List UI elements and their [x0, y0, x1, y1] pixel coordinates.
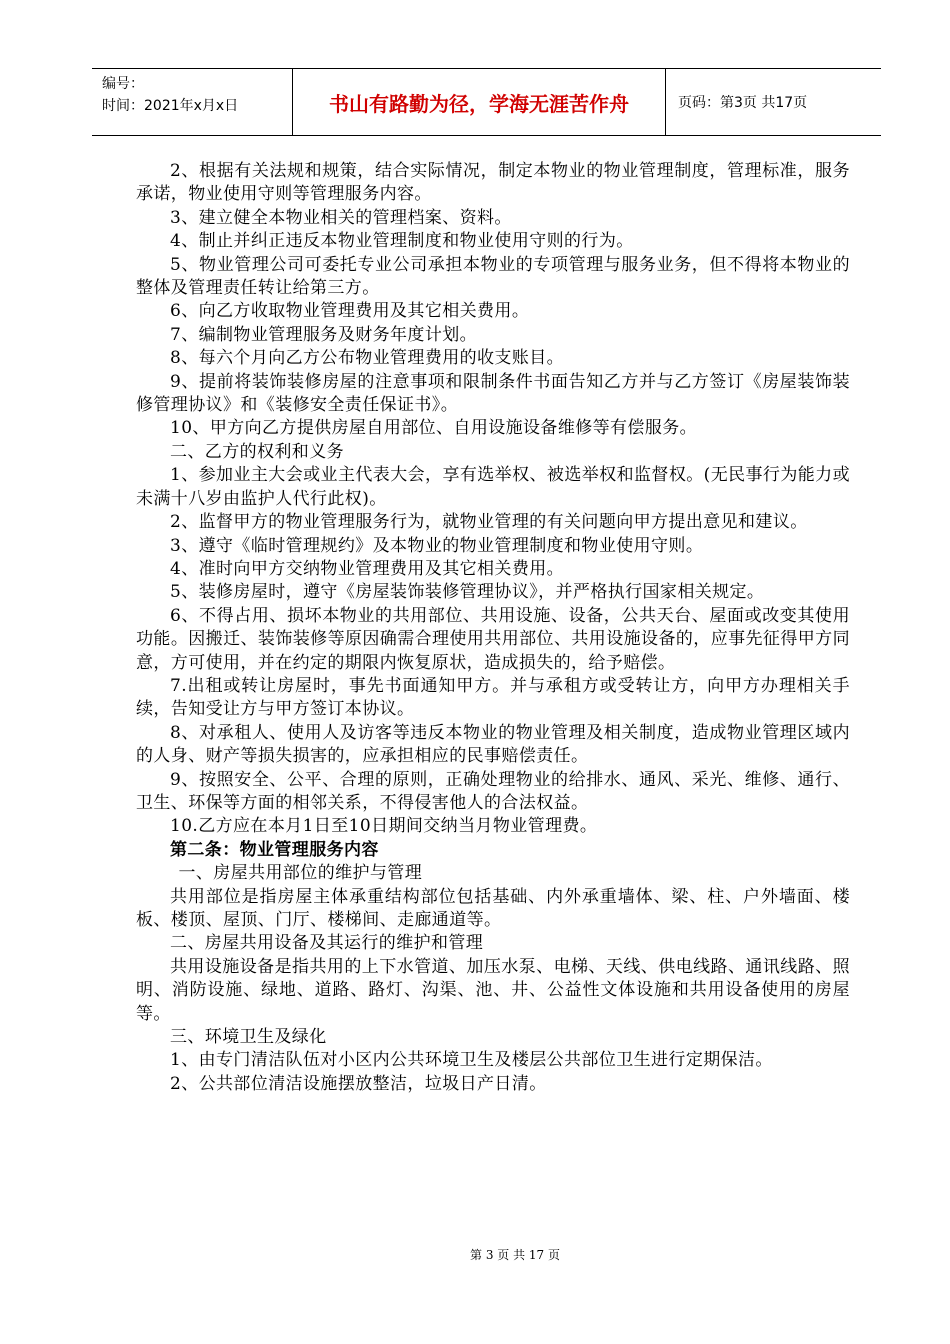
- paragraph: 2、监督甲方的物业管理服务行为，就物业管理的有关问题向甲方提出意见和建议。: [170, 512, 808, 533]
- header-motto: 书山有路勤为径，学海无涯苦作舟: [292, 69, 666, 135]
- paragraph: 10.乙方应在本月1日至10日期间交纳当月物业管理费。: [170, 816, 598, 837]
- paragraph: 共用部位是指房屋主体承重结构部位包括基础、内外承重墙体、梁、柱、户外墙面、楼板、楼顶、屋顶、门厅、楼梯间、走廊通道等。: [136, 886, 850, 930]
- header-page-number: 页码：第3页 共17页: [678, 95, 808, 111]
- paragraph: 共用设施设备是指共用的上下水管道、加压水泵、电梯、天线、供电线路、通讯线路、照明、消防设施、绿地、道路、路灯、沟渠、池、井、公益性文体设施和共用设备使用的房屋等。: [136, 956, 850, 1024]
- paragraph: 10、甲方向乙方提供房屋自用部位、自用设施设备维修等有偿服务。: [170, 418, 698, 439]
- header-meta: [92, 69, 292, 135]
- paragraph: 9、按照安全、公平、合理的原则，正确处理物业的给排水、通风、采光、维修、通行、卫生、环保等方面的相邻关系，不得侵害他人的合法权益。: [136, 769, 850, 813]
- paragraph: 2、公共部位清洁设施摆放整洁，垃圾日产日清。: [170, 1073, 547, 1094]
- paragraph: 4、准时向甲方交纳物业管理费用及其它相关费用。: [170, 558, 565, 579]
- paragraph: 1、由专门清洁队伍对小区内公共环境卫生及楼层公共部位卫生进行定期保洁。: [170, 1050, 773, 1071]
- code-label: 编号：: [102, 76, 144, 92]
- paragraph: 8、对承租人、使用人及访客等违反本物业的物业管理及相关制度，造成物业管理区域内的人身、财产等损失损害的，应承担相应的民事赔偿责任。: [136, 722, 850, 767]
- article-heading: 第二条：物业管理服务内容: [170, 839, 379, 860]
- paragraph: 6、不得占用、损坏本物业的共用部位、共用设施、设备，公共天台、屋面或改变其使用功能。因搬迁、装饰装修等原因确需合理使用共用部位、共用设施设备的，应事先征得甲方同意，方可使用，并在约定的期限内恢复原状，造成损失的，给予赔偿。: [136, 605, 850, 673]
- paragraph: 7、编制物业管理服务及财务年度计划。: [170, 324, 478, 345]
- paragraph: 6、向乙方收取物业管理费用及其它相关费用。: [170, 301, 530, 322]
- page-footer: 第 3 页 共 17 页: [470, 1248, 560, 1262]
- paragraph: 4、制止并纠正违反本物业管理制度和物业使用守则的行为。: [170, 231, 634, 252]
- section-heading: 二、乙方的权利和义务: [170, 441, 344, 462]
- section-heading: 二、房屋共用设备及其运行的维护和管理: [170, 933, 484, 954]
- time-label: 时间：2021年x月x日: [102, 98, 239, 114]
- paragraph: 8、每六个月向乙方公布物业管理费用的收支账目。: [170, 348, 565, 369]
- paragraph: 5、物业管理公司可委托专业公司承担本物业的专项管理与服务业务，但不得将本物业的整体及管理责任转让给第三方。: [136, 254, 850, 299]
- section-heading: 一、房屋共用部位的维护与管理: [178, 863, 423, 884]
- paragraph: 7.出租或转让房屋时，事先书面通知甲方。并与承租方或受转让方，向甲方办理相关手续，告知受让方与甲方签订本协议。: [136, 675, 850, 720]
- paragraph: 5、装修房屋时，遵守《房屋装饰装修管理协议》，并严格执行国家相关规定。: [170, 582, 765, 603]
- paragraph: 1、参加业主大会或业主代表大会，享有选举权、被选举权和监督权。(无民事行为能力或未满十八岁由监护人代行此权)。: [136, 465, 850, 509]
- paragraph: 2、根据有关法规和规策，结合实际情况，制定本物业的物业管理制度，管理标准，服务承诺，物业使用守则等管理服务内容。: [136, 161, 850, 205]
- page-header: [92, 68, 881, 136]
- paragraph: 3、遵守《临时管理规约》及本物业的物业管理制度和物业使用守则。: [170, 535, 704, 556]
- paragraph: 3、建立健全本物业相关的管理档案、资料。: [170, 207, 512, 228]
- section-heading: 三、环境卫生及绿化: [170, 1027, 327, 1048]
- document-body: [136, 160, 850, 1096]
- paragraph: 9、提前将装饰装修房屋的注意事项和限制条件书面告知乙方并与乙方签订《房屋装饰装修管理协议》和《装修安全责任保证书》。: [136, 371, 850, 416]
